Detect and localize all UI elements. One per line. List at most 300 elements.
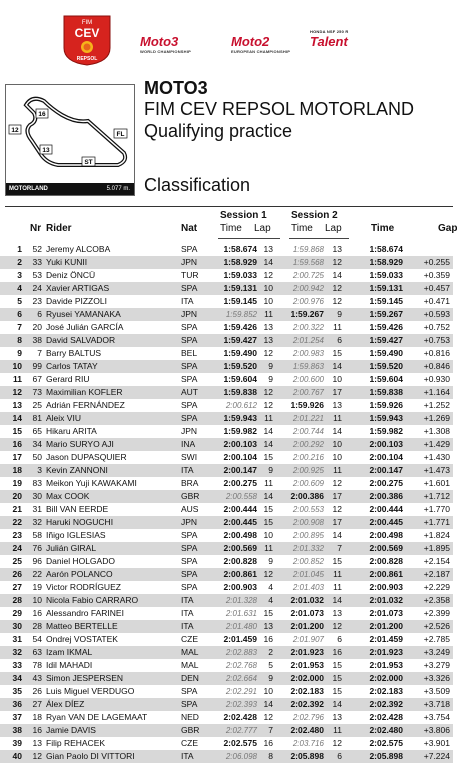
cell-l2: 12	[332, 478, 342, 488]
cell-l1: 12	[263, 400, 273, 410]
cell-gap: +3.326	[423, 673, 450, 683]
cell-pos: 8	[17, 335, 22, 345]
cell-nat: GBR	[181, 725, 200, 735]
cell-l2: 6	[337, 335, 342, 345]
cell-l2: 13	[332, 712, 342, 722]
cell-best: 2:00.444	[369, 504, 403, 514]
table-row	[0, 269, 453, 282]
table-row	[0, 503, 453, 516]
track-length: 5.077 m.	[106, 186, 130, 192]
cell-nat: SPA	[181, 413, 198, 423]
cell-pos: 31	[12, 634, 22, 644]
cell-nr: 50	[32, 452, 42, 462]
table-row	[0, 347, 453, 360]
table-row	[0, 412, 453, 425]
cell-t1: 2:00.275	[223, 478, 257, 488]
cell-l1: 9	[268, 673, 273, 683]
cell-rider: Matteo BERTELLE	[46, 621, 118, 631]
cell-l2: 11	[333, 725, 342, 735]
cell-nr: 13	[32, 738, 42, 748]
cell-l1: 12	[263, 712, 273, 722]
cell-l2: 17	[332, 517, 342, 527]
cell-t2: 2:01.045	[292, 570, 324, 579]
cell-nr: 58	[32, 530, 42, 540]
table-header-columns	[0, 223, 457, 235]
cell-rider: Bill VAN EERDE	[46, 504, 109, 514]
table-row	[0, 620, 453, 633]
moto3-logo-name: Moto3	[140, 34, 179, 49]
col-gap: Gap	[438, 223, 457, 234]
table-body	[0, 243, 453, 763]
moto2-logo-sub: EUROPEAN CHAMPIONSHIP	[231, 49, 291, 54]
cell-gap: +2.187	[423, 569, 450, 579]
cell-l1: 12	[263, 569, 273, 579]
cell-pos: 18	[12, 465, 22, 475]
cell-nr: 23	[32, 296, 42, 306]
talent-cup-logo	[310, 29, 349, 49]
cell-best: 1:59.490	[369, 348, 403, 358]
cell-nr: 83	[32, 478, 42, 488]
cell-rider: Idil MAHADI	[46, 660, 93, 670]
cell-nr: 33	[32, 257, 42, 267]
cell-best: 2:01.953	[369, 660, 403, 670]
cell-nr: 16	[32, 725, 42, 735]
cell-rider: Gian Paolo DI VITTORI	[46, 751, 135, 761]
cell-nat: BRA	[181, 478, 199, 488]
cell-nat: CZE	[181, 738, 198, 748]
cell-l2: 17	[332, 387, 342, 397]
cell-nat: SWI	[181, 452, 198, 462]
cell-gap: +3.249	[423, 647, 450, 657]
cell-rider: Maximilian KOFLER	[46, 387, 123, 397]
table-row	[0, 386, 453, 399]
cell-best: 2:00.828	[369, 556, 403, 566]
cell-rider: Álex DÍEZ	[46, 699, 85, 709]
cell-nat: MAL	[181, 647, 199, 657]
table-row	[0, 373, 453, 386]
cell-gap: +0.471	[423, 296, 450, 306]
cell-nr: 54	[32, 634, 42, 644]
cell-nr: 96	[32, 556, 42, 566]
cell-l2: 15	[332, 348, 342, 358]
cell-best: 2:01.923	[369, 647, 403, 657]
cell-pos: 28	[12, 595, 22, 605]
cell-best: 2:02.183	[369, 686, 403, 696]
cell-gap: +2.399	[423, 608, 450, 618]
table-row	[0, 256, 453, 269]
cell-l2: 15	[332, 556, 342, 566]
cell-best: 2:02.392	[369, 699, 403, 709]
table-row	[0, 633, 453, 646]
cell-best: 2:00.498	[369, 530, 403, 540]
table-row	[0, 308, 453, 321]
session1-header: Session 1	[220, 210, 267, 221]
col-best-time: Time	[371, 223, 395, 234]
cell-gap: +0.593	[423, 309, 450, 319]
cell-nat: ITA	[181, 621, 194, 631]
cell-best: 2:00.275	[369, 478, 403, 488]
cell-best: 2:00.386	[369, 491, 403, 501]
cell-t1: 1:58.674	[223, 244, 257, 254]
cell-best: 1:59.926	[369, 400, 403, 410]
cell-l1: 12	[263, 387, 273, 397]
cell-rider: Daniel HOLGADO	[46, 556, 115, 566]
cell-gap: +1.601	[423, 478, 450, 488]
cell-t2: 2:00.725	[292, 271, 324, 280]
cell-l2: 7	[337, 543, 342, 553]
cell-pos: 24	[12, 543, 22, 553]
cell-t2: 1:59.926	[290, 400, 324, 410]
cell-l2: 10	[332, 374, 342, 384]
cell-nr: 65	[32, 426, 42, 436]
cell-pos: 14	[12, 413, 22, 423]
cell-t2: 2:00.216	[292, 453, 324, 462]
cell-l1: 13	[263, 322, 273, 332]
cell-pos: 30	[12, 621, 22, 631]
cell-rider: Luis Miguel VERDUGO	[46, 686, 135, 696]
cell-rider: Davide PIZZOLI	[46, 296, 107, 306]
cell-t1: 2:00.444	[223, 504, 257, 514]
cell-t1: 2:01.328	[225, 596, 257, 605]
cell-best: 2:05.898	[369, 751, 403, 761]
cell-l2: 14	[332, 426, 342, 436]
cell-nr: 25	[32, 400, 42, 410]
cell-t2: 2:00.925	[292, 466, 324, 475]
cell-l2: 12	[332, 504, 342, 514]
cell-l1: 11	[264, 478, 273, 488]
cell-gap: +0.457	[423, 283, 450, 293]
cell-nr: 43	[32, 673, 42, 683]
cell-rider: Izam IKMAL	[46, 647, 93, 657]
cell-t1: 2:02.777	[225, 726, 257, 735]
cell-nat: INA	[181, 439, 196, 449]
cell-t1: 2:00.558	[225, 492, 257, 501]
cell-l2: 12	[332, 283, 342, 293]
cell-nat: SPA	[181, 686, 198, 696]
cell-t2: 2:02.183	[290, 686, 324, 696]
cell-rider: Hikaru ARITA	[46, 426, 97, 436]
cell-pos: 33	[12, 660, 22, 670]
event-name: FIM CEV REPSOL MOTORLAND	[144, 99, 415, 119]
cell-gap: +0.816	[423, 348, 450, 358]
cell-t2: 2:00.292	[292, 440, 324, 449]
cell-nat: GBR	[181, 491, 200, 501]
cell-gap: +1.771	[423, 517, 450, 527]
table-row	[0, 399, 453, 412]
cell-rider: Ryusei YAMANAKA	[46, 309, 121, 319]
table-row	[0, 750, 453, 763]
cell-nr: 18	[32, 712, 42, 722]
race-class: MOTO3	[144, 78, 208, 98]
cell-best: 2:00.103	[369, 439, 403, 449]
cell-rider: Aleix VIU	[46, 413, 81, 423]
cell-best: 1:58.929	[369, 257, 403, 267]
cell-l1: 8	[268, 751, 273, 761]
cell-nr: 81	[32, 413, 42, 423]
cell-t1: 1:59.033	[223, 270, 257, 280]
cell-l2: 12	[332, 621, 342, 631]
cell-nat: JPN	[181, 257, 198, 267]
table-row	[0, 243, 453, 256]
cell-pos: 36	[12, 699, 22, 709]
cell-t2: 2:02.392	[290, 699, 324, 709]
cev-logo-top: FIM	[81, 20, 93, 26]
cell-rider: Mario SURYO AJI	[46, 439, 114, 449]
cell-pos: 27	[12, 582, 22, 592]
cell-gap: +2.785	[423, 634, 450, 644]
cell-nat: SPA	[181, 530, 198, 540]
cell-gap: +7.224	[423, 751, 450, 761]
track-label-16: 16	[38, 111, 46, 118]
cell-nr: 73	[32, 387, 42, 397]
cell-l1: 12	[263, 348, 273, 358]
cell-rider: Meikon Yuji KAWAKAMI	[46, 478, 137, 488]
cell-best: 2:02.000	[369, 673, 403, 683]
cell-t1: 2:00.861	[223, 569, 257, 579]
track-label-fl: FL	[116, 131, 125, 138]
cell-nat: AUT	[181, 387, 198, 397]
table-row	[0, 425, 453, 438]
moto2-ec-logo	[231, 34, 291, 54]
cell-t1: 2:02.393	[225, 700, 257, 709]
cell-t1: 1:59.838	[223, 387, 257, 397]
cell-best: 2:01.073	[369, 608, 403, 618]
cell-t2: 2:00.908	[292, 518, 324, 527]
cell-rider: Jeremy ALCOBA	[46, 244, 111, 254]
section-title: Classification	[144, 175, 251, 195]
col-s1-time: Time	[220, 223, 242, 234]
cell-t1: 2:02.575	[223, 738, 257, 748]
cell-l2: 14	[332, 699, 342, 709]
cell-t1: 2:01.459	[223, 634, 257, 644]
cell-t1: 1:59.982	[223, 426, 257, 436]
cell-gap: +1.252	[423, 400, 450, 410]
cell-l2: 14	[332, 361, 342, 371]
cell-nr: 31	[32, 504, 42, 514]
cell-pos: 6	[17, 309, 22, 319]
cell-gap: +1.895	[423, 543, 450, 553]
session1-underline	[218, 238, 280, 239]
table-row	[0, 529, 453, 542]
cell-l2: 13	[332, 244, 342, 254]
cell-nr: 22	[32, 569, 42, 579]
cell-nat: TUR	[181, 270, 199, 280]
cell-best: 1:59.145	[369, 296, 403, 306]
cell-l2: 14	[332, 530, 342, 540]
cell-gap: +2.526	[423, 621, 450, 631]
cell-pos: 25	[12, 556, 22, 566]
cell-gap: +2.358	[423, 595, 450, 605]
table-row	[0, 685, 453, 698]
moto3-wc-logo	[140, 34, 191, 54]
track-name: MOTORLAND	[9, 186, 48, 192]
cell-gap: +3.279	[423, 660, 450, 670]
cell-rider: José Julián GARCÍA	[46, 322, 124, 332]
cell-rider: Gerard RIU	[46, 374, 90, 384]
cell-gap: +1.824	[423, 530, 450, 540]
cell-pos: 35	[12, 686, 22, 696]
table-row	[0, 581, 453, 594]
cell-l1: 10	[263, 686, 273, 696]
table-row	[0, 737, 453, 750]
cell-t2: 2:01.923	[290, 647, 324, 657]
cell-t2: 2:01.200	[290, 621, 324, 631]
cell-l2: 11	[333, 582, 342, 592]
cell-pos: 34	[12, 673, 22, 683]
cell-gap: +0.846	[423, 361, 450, 371]
cell-gap: +1.473	[423, 465, 450, 475]
cell-pos: 12	[12, 387, 22, 397]
cell-gap: +0.255	[423, 257, 450, 267]
cell-t1: 2:00.828	[223, 556, 257, 566]
cell-best: 2:00.147	[369, 465, 403, 475]
cell-pos: 40	[12, 751, 22, 761]
cell-nat: ITA	[181, 751, 194, 761]
cell-gap: +1.164	[423, 387, 450, 397]
cell-l1: 15	[263, 517, 273, 527]
table-row	[0, 711, 453, 724]
cell-l2: 17	[332, 491, 342, 501]
cell-pos: 22	[12, 517, 22, 527]
cell-pos: 5	[17, 296, 22, 306]
cell-pos: 38	[12, 725, 22, 735]
cell-nr: 32	[32, 517, 42, 527]
cell-t1: 2:02.291	[225, 687, 257, 696]
cell-t2: 2:01.953	[290, 660, 324, 670]
cell-rider: Barry BALTUS	[46, 348, 102, 358]
cev-repsol-logo	[58, 14, 116, 66]
cell-l1: 10	[263, 283, 273, 293]
col-rider: Rider	[46, 223, 72, 234]
cell-t2: 1:59.868	[292, 245, 324, 254]
cell-t1: 2:00.612	[225, 401, 257, 410]
cell-l2: 14	[332, 595, 342, 605]
cell-gap: +0.359	[423, 270, 450, 280]
cell-l2: 12	[332, 257, 342, 267]
cell-rider: Iñigo IGLESIAS	[46, 530, 106, 540]
track-footer	[6, 183, 134, 195]
table-row	[0, 646, 453, 659]
cell-l1: 10	[263, 530, 273, 540]
cell-best: 1:59.033	[369, 270, 403, 280]
table-row	[0, 438, 453, 451]
cell-l1: 15	[263, 608, 273, 618]
cell-t2: 2:00.553	[292, 505, 324, 514]
cell-t2: 2:02.000	[290, 673, 324, 683]
table-row	[0, 282, 453, 295]
cell-l1: 14	[263, 426, 273, 436]
talent-logo-sub: HONDA NSF 250 R	[310, 29, 349, 34]
cell-rider: Aarón POLANCO	[46, 569, 113, 579]
table-row	[0, 477, 453, 490]
cell-pos: 7	[17, 322, 22, 332]
cell-nat: ITA	[181, 608, 194, 618]
cell-pos: 9	[17, 348, 22, 358]
cell-best: 2:00.445	[369, 517, 403, 527]
cell-l1: 9	[268, 361, 273, 371]
session2-underline	[289, 238, 349, 239]
cell-best: 1:58.674	[369, 244, 403, 254]
cell-t2: 1:59.568	[292, 258, 324, 267]
cell-rider: Filip REHACEK	[46, 738, 106, 748]
table-row	[0, 659, 453, 672]
col-nat: Nat	[181, 223, 198, 234]
cell-rider: Alessandro FARINEI	[46, 608, 124, 618]
cell-t2: 2:00.609	[292, 479, 324, 488]
cell-nat: JPN	[181, 309, 198, 319]
cell-best: 1:59.838	[369, 387, 403, 397]
cell-best: 1:59.520	[369, 361, 403, 371]
table-row	[0, 516, 453, 529]
cell-nr: 28	[32, 621, 42, 631]
cell-best: 2:00.104	[369, 452, 403, 462]
cell-nat: SPA	[181, 322, 198, 332]
cell-best: 1:59.267	[369, 309, 403, 319]
cell-t2: 2:00.983	[292, 349, 324, 358]
cell-nat: SPA	[181, 335, 198, 345]
header-logos	[0, 0, 453, 76]
cell-l1: 2	[268, 647, 273, 657]
cell-l1: 15	[263, 452, 273, 462]
cell-nr: 6	[37, 309, 42, 319]
cell-nr: 24	[32, 283, 42, 293]
cell-l2: 9	[337, 309, 342, 319]
cell-l1: 9	[268, 465, 273, 475]
cell-best: 2:01.200	[369, 621, 403, 631]
cell-gap: +1.712	[423, 491, 450, 501]
cell-l1: 4	[268, 582, 273, 592]
cell-t2: 1:59.267	[290, 309, 324, 319]
moto3-logo-sub: WORLD CHAMPIONSHIP	[140, 49, 191, 54]
cell-rider: Xavier ARTIGAS	[46, 283, 110, 293]
cell-gap: +0.752	[423, 322, 450, 332]
cell-nat: SPA	[181, 283, 198, 293]
track-label-st: ST	[84, 159, 93, 166]
cell-gap: +3.718	[423, 699, 450, 709]
cell-t2: 2:01.403	[292, 583, 324, 592]
cell-nat: SPA	[181, 400, 198, 410]
track-outline	[6, 85, 134, 183]
cell-t2: 2:00.895	[292, 531, 324, 540]
cell-l1: 11	[264, 543, 273, 553]
cell-t1: 2:02.768	[225, 661, 257, 670]
cell-best: 2:02.428	[369, 712, 403, 722]
cell-l1: 13	[263, 335, 273, 345]
cell-t1: 2:06.098	[225, 752, 257, 761]
cell-t2: 2:01.221	[292, 414, 324, 423]
cell-pos: 2	[17, 257, 22, 267]
cell-t2: 2:00.600	[292, 375, 324, 384]
cell-t1: 2:00.498	[223, 530, 257, 540]
cell-nr: 38	[32, 335, 42, 345]
table-row	[0, 464, 453, 477]
cell-l2: 12	[332, 296, 342, 306]
cell-nr: 10	[32, 595, 42, 605]
cell-nat: JPN	[181, 426, 198, 436]
cell-nat: SPA	[181, 699, 198, 709]
cell-t2: 2:02.796	[292, 713, 324, 722]
cell-l1: 5	[268, 660, 273, 670]
cell-pos: 32	[12, 647, 22, 657]
cell-best: 1:59.427	[369, 335, 403, 345]
table-row	[0, 542, 453, 555]
cell-t1: 2:00.903	[223, 582, 257, 592]
cell-pos: 3	[17, 270, 22, 280]
cell-nr: 30	[32, 491, 42, 501]
cell-t1: 1:59.943	[223, 413, 257, 423]
cell-nr: 20	[32, 322, 42, 332]
cell-best: 2:02.480	[369, 725, 403, 735]
